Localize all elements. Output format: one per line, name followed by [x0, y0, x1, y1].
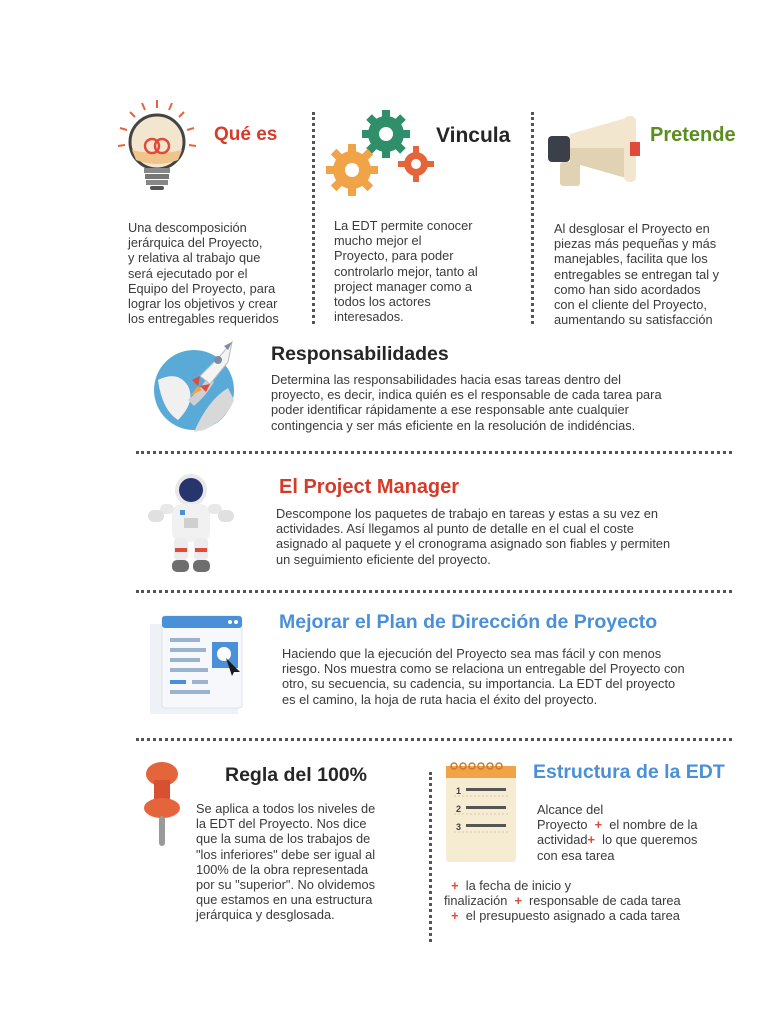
divider-vertical: [531, 112, 534, 324]
estructura-intro-line: con esa tarea: [537, 847, 615, 863]
rocket-globe-icon: [148, 340, 240, 432]
pretende-text: Al desglosar el Proyecto en piezas más pequeñas y más manejables, facilita que los entregables se entregan tal y como han sido acordados con el cliente del Proyecto, aumentando su satisfacción: [554, 221, 720, 328]
notepad-icon: [444, 760, 520, 864]
divider-horizontal: [136, 738, 732, 741]
plus-icon: +: [594, 817, 603, 833]
plus-icon: +: [451, 908, 459, 924]
plus-icon: +: [587, 832, 595, 848]
estructura-intro-line: Alcance del: [537, 802, 604, 817]
estructura-intro-line: Proyecto + el nombre de la: [537, 817, 698, 833]
notepad-number: 3: [456, 822, 462, 832]
notepad-number: 2: [456, 804, 462, 814]
browser-document-icon: [148, 614, 244, 718]
project-manager-text: Descompone los paquetes de trabajo en tareas y estas a su vez en actividades. Así llegamos al punto de detalle en el cual el coste asignado al paquete y el cronograma asignado son fiables y permiten un seguimiento eficiente del proyecto.: [276, 506, 671, 567]
responsabilidades-text: Determina las responsabilidades hacia esas tareas dentro del proyecto, es decir, indica quién es el responsable de cada tarea para poder identificar rápidamente a ese responsable ante cualquier contingencia y ser más eficiente en la resolución de indidéncias.: [271, 372, 662, 433]
pretende-title: Pretende: [650, 124, 736, 146]
estructura-intro: [537, 802, 697, 863]
vincula-title: Vincula: [436, 124, 511, 147]
responsabilidades-title: Responsabilidades: [271, 343, 449, 365]
lightbulb-icon: [112, 98, 202, 198]
plus-icon: +: [451, 878, 459, 893]
vincula-text: La EDT permite conocer mucho mejor el Proyecto, para poder controlarlo mejor, tanto al project manager como a todos los actores interesados.: [334, 218, 478, 325]
plus-icon: +: [514, 893, 522, 909]
divider-horizontal: [136, 451, 732, 454]
regla-title: Regla del 100%: [225, 764, 367, 786]
mejorar-text: Haciendo que la ejecución del Proyecto sea mas fácil y con menos riesgo. Nos muestra como se relaciona un entregable del Proyecto con otro, su secuencia, su cadencia, su importancia. La EDT del proyecto es el camino, la hoja de ruta hacia el éxito del proyecto.: [282, 646, 685, 707]
divider-vertical: [312, 112, 315, 324]
astronaut-icon: [144, 474, 238, 576]
estructura-list-line: + el presupuesto asignado a cada tarea: [451, 908, 680, 924]
notepad-number: 1: [456, 786, 462, 796]
project-manager-title: El Project Manager: [279, 476, 460, 498]
estructura-list: [444, 878, 681, 924]
divider-vertical: [429, 772, 432, 942]
que-es-title: Qué es: [214, 124, 278, 145]
mejorar-title: Mejorar el Plan de Dirección de Proyecto: [279, 611, 658, 633]
estructura-list-line: + la fecha de inicio y: [451, 878, 572, 893]
divider-horizontal: [136, 590, 732, 593]
estructura-list-line: finalización + responsable de cada tarea: [444, 893, 681, 909]
pushpin-icon: [140, 760, 184, 852]
megaphone-icon: [546, 116, 646, 190]
regla-text: Se aplica a todos los niveles de la EDT del Proyecto. Nos dice que la suma de los trabajos de "los inferiores" debe ser igual al 100% de la obra representada por su "superior". No olvidemos que estamos en una estructura jerárquica y desglosada.: [196, 801, 376, 923]
estructura-title: Estructura de la EDT: [533, 761, 725, 783]
estructura-intro-line: actividad+ lo que queremos: [537, 832, 698, 848]
que-es-text: Una descomposición jerárquica del Proyecto, y relativa al trabajo que será ejecutado por el Equipo del Proyecto, para lograr los objetivos y crear los entregables requeridos: [128, 220, 279, 327]
gears-icon: [324, 106, 436, 198]
